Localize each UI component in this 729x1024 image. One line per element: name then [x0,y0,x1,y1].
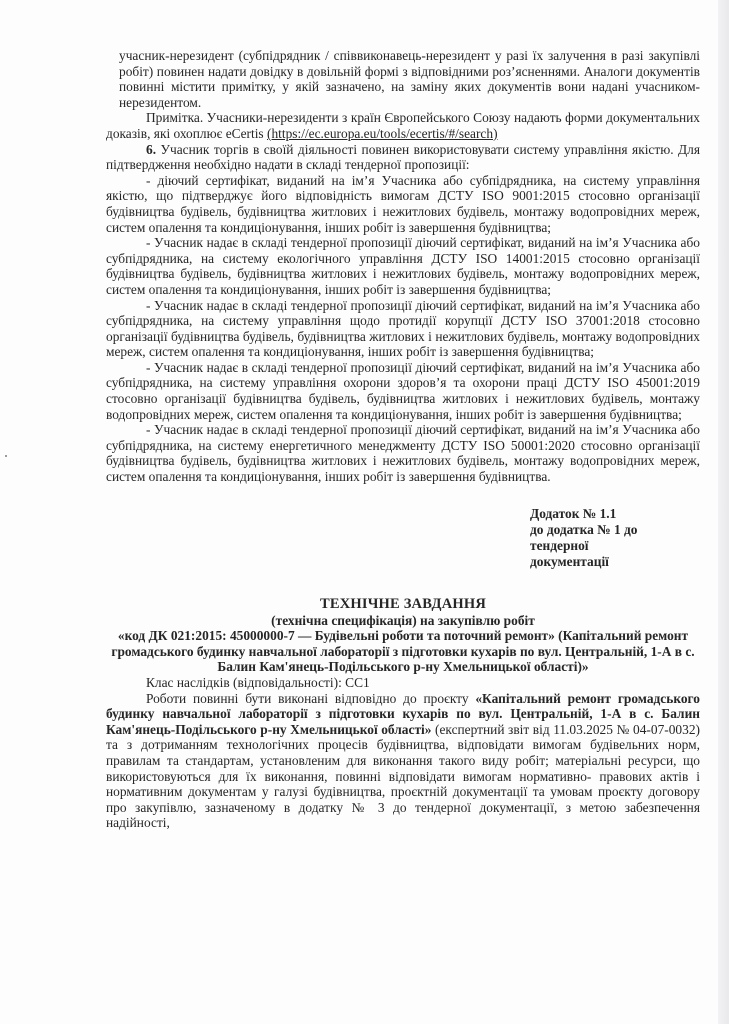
document-subtitle: (технічна специфікація) на закупівлю робіт [271,612,535,628]
works-text-start: Роботи повинні бути виконані відповідно до проєкту [146,690,476,706]
certificate-item-iso-45001: - Учасник надає в складі тендерної пропозиції діючий сертифікат, виданий на ім’я Учасника або субпідрядника, на систему управління охорони здоров’я та охорони праці ДСТУ ISO 45001:2019 стосовно організації будівництва будівель, будівництва житлових і нежитлових будівель, монтажу водопровідних мереж, систем опалення та кондиціонування, інших робіт із завершення будівництва; [106,359,700,422]
annex-heading [530,506,650,570]
certificate-item-iso-37001: - Учасник надає в складі тендерної пропозиції діючий сертифікат, виданий на ім’я Учасника або субпідрядника, на систему управління щодо протидії корупції ДСТУ ISO 37001:2018 стосовно організації будівництва будівель, будівництва житлових і нежитлових будівель, монтажу водопровідних мереж, систем опалення та кондиціонування, інших робіт із завершення будівництва; [106,297,700,360]
item-6-number: 6. [146,141,157,157]
annex-line-1: Додаток № 1.1 [530,505,617,521]
certificate-item-iso-50001: - Учасник надає в складі тендерної пропозиції діючий сертифікат, виданий на ім’я Учасника або субпідрядника, на систему енергетичного менеджменту ДСТУ ISO 50001:2020 стосовно організації будівництва будівель, будівництва житлових і нежитлових будівель, монтажу водопровідних мереж, систем опалення та кондиціонування, інших робіт із завершення будівництва. [106,422,700,485]
annex-line-4: документації [530,553,609,569]
procurement-subject: «код ДК 021:2015: 45000000-7 — Будівельні роботи та поточний ремонт» (Капітальний ремонт громадського будинку навчальної лабораторії з підготовки кухарів по вул. Центральній, 1-А в с. Балин Кам'янець-Подільського р-ну Хмельницької області)» [111,628,695,675]
item-6-paragraph [106,142,700,173]
document-page [106,48,700,831]
note-text: Примітка. Учасники-нерезиденти з країн Європейського Союзу надають форми документальних доказів, які охоплює eCertis [106,110,700,141]
project-name: «Капітальний ремонт громадського будинку навчальної лабораторії з підготовки кухарів по вул. Центральній, 1-А в с. Балин Кам'янець-Подільського р-ну Хмельницької області» [106,690,700,737]
annex-line-3: тендерної [530,537,589,553]
document-title: ТЕХНІЧНЕ ЗАВДАННЯ [319,595,487,612]
scan-artifact-dot [5,455,7,457]
technical-task-title-block [106,596,700,675]
annex-line-2: до додатка № 1 до [530,521,638,537]
intro-paragraph: учасник-нерезидент (субпідрядник / співвиконавець-нерезидент у разі їх залучення в разі закупівлі робіт) повинен надати довідку в довільній формі з відповідними роз’ясненнями. Аналоги документів повинні містити примітку, у якій зазначено, на заміну яких документів вони надані учасником-нерезидентом. [119,48,700,110]
certificate-item-iso-9001: - діючий сертифікат, виданий на ім’я Учасника або субпідрядника, на систему управління якістю, що підтверджує його відповідність вимогам ДСТУ ISO 9001:2015 стосовно організації будівництва будівель, будівництва житлових і нежитлових будівель, монтажу водопровідних мереж, систем опалення та кондиціонування, інших робіт із завершення будівництва; [106,172,700,235]
item-6-text: Учасник торгів в своїй діяльності повинен використовувати систему управління якістю. Для підтвердження необхідно надати в складі тендерної пропозиції: [106,141,700,173]
works-text-rest: (експертний звіт від 11.03.2025 № 04-07-0032) та з дотриманням технологічних процесів будівництва, відповідати вимогам будівельних норм, правилам та стандартам, установленим для виконання такого виду робіт; матеріальні ресурси, що використовуються для їх виконання, повинні відповідати вимогам нормативно- правових актів і нормативним документам у галузі будівництва, проєктній документації та умовам проєкту договору про закупівлю, зазначеному в додатку № 3 до тендерної документації, з метою забезпечення надійності, [106,721,700,831]
note-paragraph [106,110,700,141]
works-paragraph [106,691,700,831]
nonresident-section [106,48,700,110]
consequence-class: Клас наслідків (відповідальності): СС1 [146,675,370,690]
certificate-item-iso-14001: - Учасник надає в складі тендерної пропозиції діючий сертифікат, виданий на ім’я Учасника або субпідрядника, на систему екологічного управління ДСТУ ISO 14001:2015 стосовно організації будівництва будівель, будівництва житлових і нежитлових будівель, монтажу водопровідних мереж, систем опалення та кондиціонування, інших робіт із завершення будівництва; [106,235,700,297]
scan-edge-shadow [718,0,729,1024]
ecertis-link[interactable]: (https://ec.europa.eu/tools/ecertis/#/search) [267,125,498,141]
